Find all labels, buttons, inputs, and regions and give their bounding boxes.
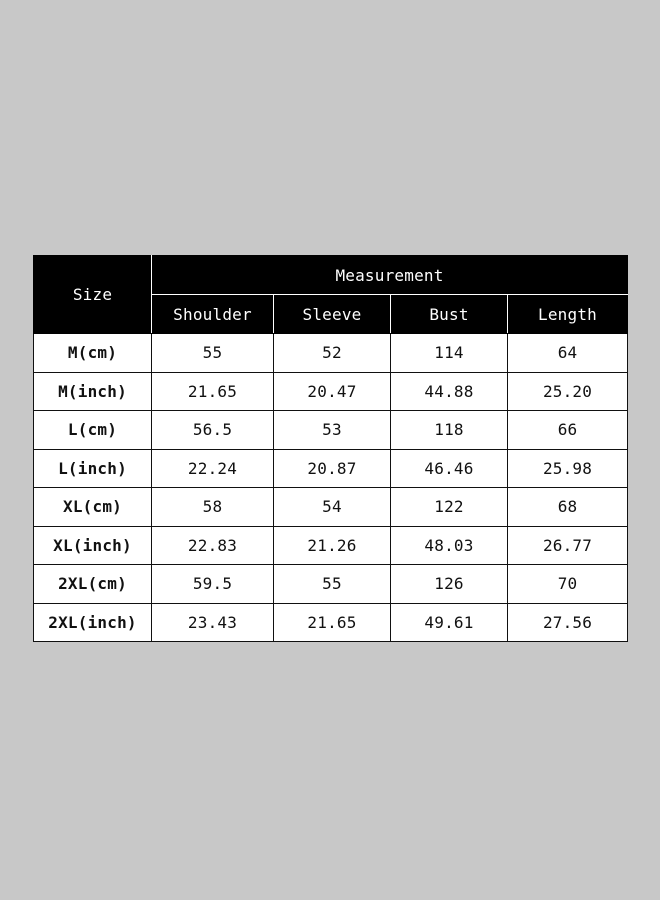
cell-sleeve: 55 — [274, 565, 391, 604]
table-row — [34, 565, 628, 604]
cell-shoulder: 55 — [152, 334, 274, 373]
cell-sleeve: 20.47 — [274, 372, 391, 411]
cell-length: 64 — [508, 334, 628, 373]
table-row — [34, 372, 628, 411]
cell-length: 70 — [508, 565, 628, 604]
row-size-label: M(cm) — [34, 334, 152, 373]
cell-bust: 118 — [391, 411, 508, 450]
row-size-label: M(inch) — [34, 372, 152, 411]
cell-sleeve: 21.26 — [274, 526, 391, 565]
cell-bust: 44.88 — [391, 372, 508, 411]
cell-bust: 114 — [391, 334, 508, 373]
table-row — [34, 526, 628, 565]
cell-length: 27.56 — [508, 603, 628, 642]
cell-sleeve: 20.87 — [274, 449, 391, 488]
row-size-label: XL(cm) — [34, 488, 152, 527]
table-row — [34, 488, 628, 527]
cell-shoulder: 59.5 — [152, 565, 274, 604]
cell-shoulder: 58 — [152, 488, 274, 527]
cell-sleeve: 52 — [274, 334, 391, 373]
column-header-length: Length — [508, 295, 628, 334]
cell-bust: 46.46 — [391, 449, 508, 488]
measurement-group-header: Measurement — [152, 256, 628, 295]
cell-length: 25.20 — [508, 372, 628, 411]
size-chart-table — [33, 255, 628, 642]
cell-sleeve: 53 — [274, 411, 391, 450]
cell-shoulder: 56.5 — [152, 411, 274, 450]
cell-bust: 122 — [391, 488, 508, 527]
row-size-label: 2XL(cm) — [34, 565, 152, 604]
cell-sleeve: 21.65 — [274, 603, 391, 642]
table-body — [34, 334, 628, 642]
table-row — [34, 449, 628, 488]
column-header-bust: Bust — [391, 295, 508, 334]
table-row — [34, 334, 628, 373]
cell-sleeve: 54 — [274, 488, 391, 527]
column-header-sleeve: Sleeve — [274, 295, 391, 334]
cell-length: 66 — [508, 411, 628, 450]
table-row — [34, 411, 628, 450]
cell-bust: 48.03 — [391, 526, 508, 565]
cell-length: 68 — [508, 488, 628, 527]
row-size-label: L(cm) — [34, 411, 152, 450]
table-header — [34, 256, 628, 334]
row-size-label: 2XL(inch) — [34, 603, 152, 642]
cell-shoulder: 21.65 — [152, 372, 274, 411]
cell-shoulder: 22.83 — [152, 526, 274, 565]
row-size-label: L(inch) — [34, 449, 152, 488]
cell-shoulder: 22.24 — [152, 449, 274, 488]
cell-length: 26.77 — [508, 526, 628, 565]
row-size-label: XL(inch) — [34, 526, 152, 565]
table-row — [34, 603, 628, 642]
cell-length: 25.98 — [508, 449, 628, 488]
cell-bust: 49.61 — [391, 603, 508, 642]
cell-shoulder: 23.43 — [152, 603, 274, 642]
size-column-header: Size — [34, 256, 152, 334]
cell-bust: 126 — [391, 565, 508, 604]
column-header-shoulder: Shoulder — [152, 295, 274, 334]
